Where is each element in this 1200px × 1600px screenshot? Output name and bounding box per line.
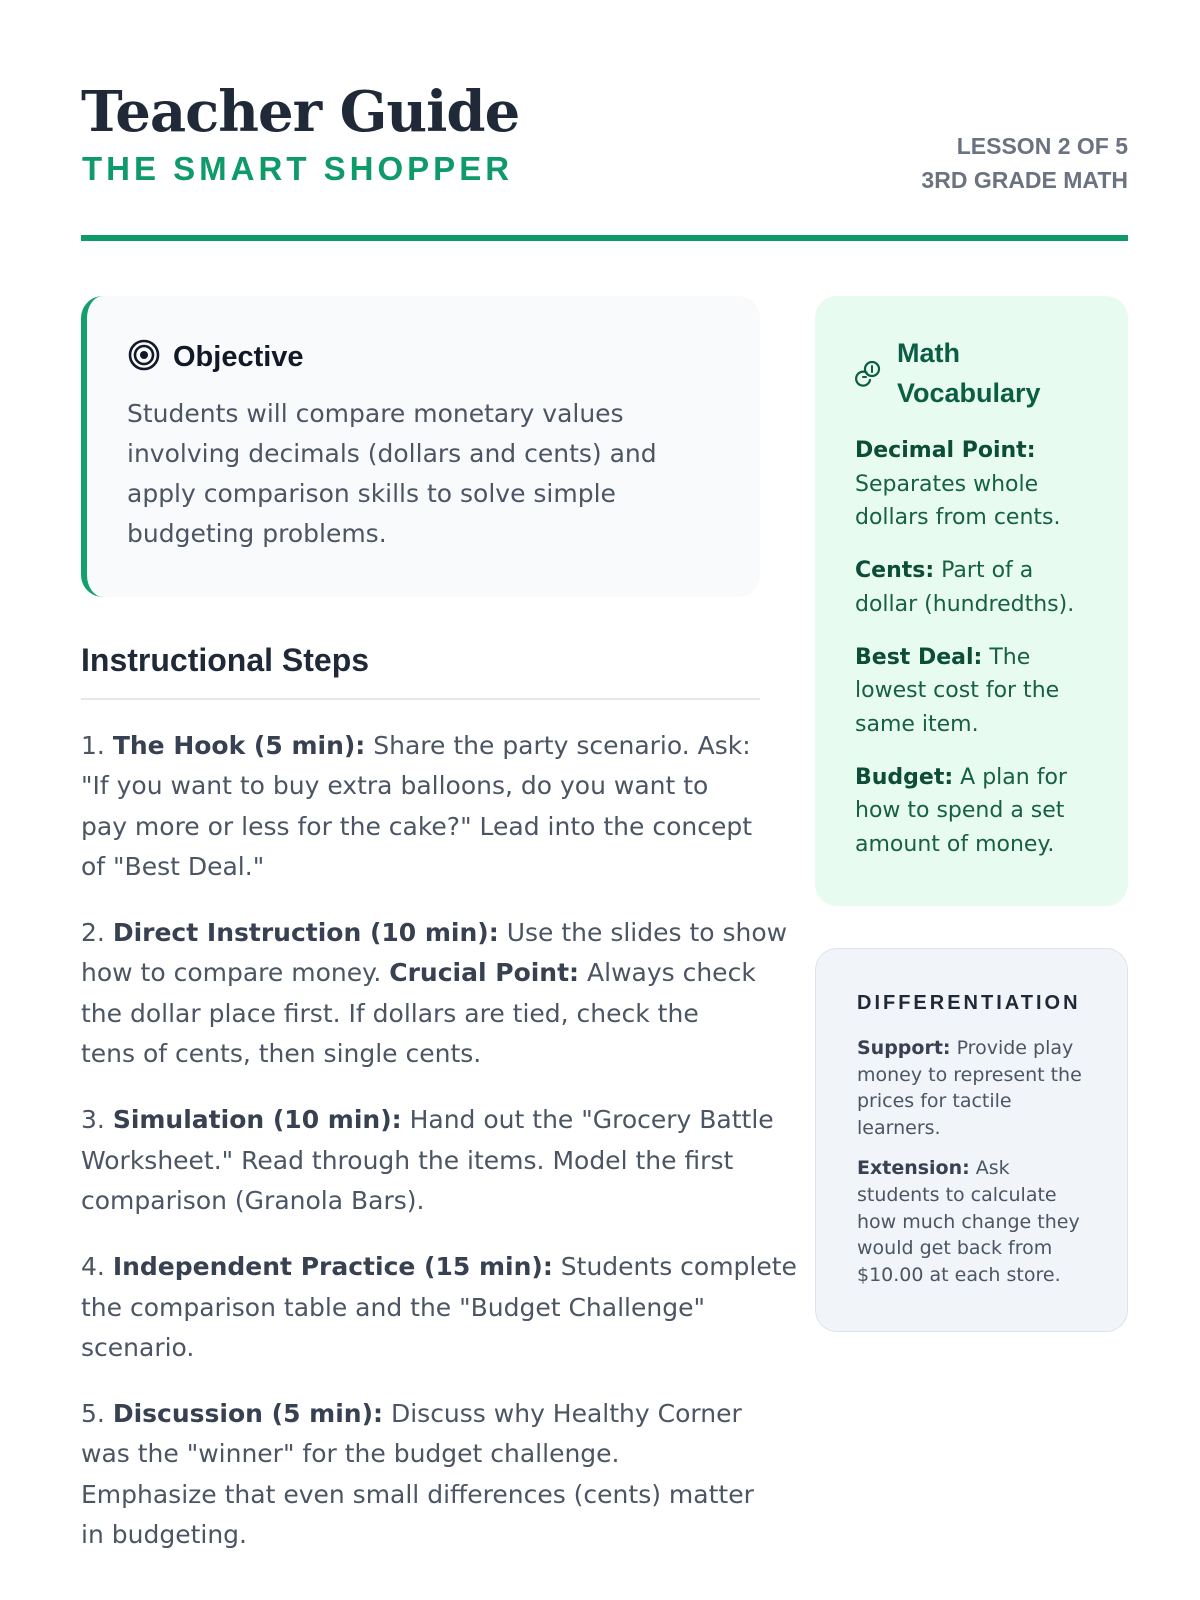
objective-line: Students will compare monetary values [127,399,624,428]
step-text: in budgeting. [81,1520,247,1550]
objective-line: budgeting problems. [127,519,387,548]
step-text: how to compare money. [81,958,382,988]
vocabulary-definition: how to spend a set [855,798,1065,824]
vocabulary-item [855,554,1105,621]
differentiation-text: Ask [975,1157,1010,1180]
target-icon [127,338,161,376]
objective-text [127,394,727,554]
header-divider [81,235,1128,241]
lesson-subtitle: THE SMART SHOPPER [82,150,514,187]
vocabulary-item [855,761,1105,862]
differentiation-text: $10.00 at each store. [857,1263,1061,1286]
vocabulary-term: Decimal Point: [855,438,1036,463]
steps-heading: Instructional Steps [81,642,370,678]
vocabulary-definition: Part of a [941,558,1034,584]
differentiation-text: students to calculate [857,1183,1057,1206]
vocabulary-term: Best Deal: [855,644,983,670]
vocabulary-title-line: Math [897,338,960,368]
vocabulary-definition: A plan for [960,764,1067,790]
step-label: Independent Practice (15 min): [112,1252,553,1282]
crucial-point-label: Crucial Point: [389,958,580,988]
step-text: Always check [587,958,756,988]
step-number: 4. [81,1252,105,1282]
step-text: pay more or less for the cake?" Lead into the concept [81,811,753,841]
step-number: 5. [81,1399,105,1429]
vocabulary-header [855,333,1041,413]
differentiation-text: learners. [857,1116,941,1139]
objective-title: Objective [173,340,304,373]
differentiation-item [857,1155,1107,1288]
objective-line: involving decimals (dollars and cents) and [127,439,657,468]
vocabulary-item [855,434,1105,535]
differentiation-item [857,1035,1107,1141]
step-label: The Hook (5 min): [112,731,366,760]
step-item [81,913,788,1074]
differentiation-label: Support: [857,1037,951,1059]
step-label: Simulation (10 min): [112,1105,402,1135]
grade-level: 3RD GRADE MATH [921,167,1128,193]
vocabulary-list [855,434,1105,881]
differentiation-card [815,948,1128,1332]
lesson-meta [921,129,1128,197]
step-item [81,1247,797,1368]
vocabulary-term: Cents: [855,558,935,584]
step-text: of "Best Deal." [81,851,265,881]
vocabulary-card [815,296,1128,906]
differentiation-text: prices for tactile [857,1090,1012,1113]
page-header [81,78,1128,243]
step-text: the dollar place first. If dollars are tied, check the [81,998,699,1028]
vocabulary-definition: Separates whole [855,471,1039,497]
objective-header [127,338,304,376]
objective-card [81,296,760,597]
step-item [81,1100,781,1221]
differentiation-text: money to represent the [857,1063,1082,1086]
step-text: Emphasize that even small differences (cents) matter [81,1479,754,1509]
differentiation-text: Provide play [956,1037,1074,1059]
differentiation-text: how much change they [857,1210,1080,1233]
step-text: scenario. [81,1332,195,1362]
step-text: comparison (Granola Bars). [81,1185,425,1215]
step-text: the comparison table and the "Budget Challenge" [81,1292,705,1322]
differentiation-label: Extension: [857,1157,970,1180]
step-text: Discuss why Healthy Corner [390,1399,742,1429]
coins-icon [855,359,883,391]
step-number: 2. [81,918,105,948]
vocabulary-title-line: Vocabulary [897,378,1041,408]
vocabulary-title [897,333,1041,413]
step-text: Students complete [560,1252,797,1282]
step-item [81,726,781,887]
steps-list [81,726,797,1581]
lesson-number: LESSON 2 OF 5 [956,133,1128,159]
vocabulary-definition: dollars from cents. [855,505,1061,531]
differentiation-title: DIFFERENTIATION [857,992,1081,1014]
step-number: 3. [81,1105,105,1135]
step-text: Hand out the "Grocery Battle [409,1105,774,1135]
objective-line: apply comparison skills to solve simple [127,479,616,508]
vocabulary-item [855,641,1105,742]
vocabulary-definition: dollar (hundredths). [855,591,1075,617]
step-text: "If you want to buy extra balloons, do you want to [81,771,709,801]
step-text: Worksheet." Read through the items. Model the first [81,1145,734,1175]
vocabulary-definition: lowest cost for the [855,678,1060,704]
vocabulary-term: Budget: [855,764,954,790]
step-item [81,1394,781,1555]
step-label: Direct Instruction (10 min): [112,918,499,948]
steps-divider [81,698,760,700]
step-text: Use the slides to show [506,918,788,948]
vocabulary-definition: The [989,644,1031,670]
step-text: was the "winner" for the budget challenge. [81,1439,620,1469]
vocabulary-definition: amount of money. [855,832,1055,858]
differentiation-list [857,1035,1107,1302]
vocabulary-definition: same item. [855,711,979,737]
step-text: tens of cents, then single cents. [81,1039,482,1069]
step-text: Share the party scenario. Ask: [373,731,751,760]
step-number: 1. [81,731,105,760]
step-label: Discussion (5 min): [112,1399,384,1429]
page-title: Teacher Guide [81,79,520,145]
differentiation-text: would get back from [857,1237,1053,1260]
